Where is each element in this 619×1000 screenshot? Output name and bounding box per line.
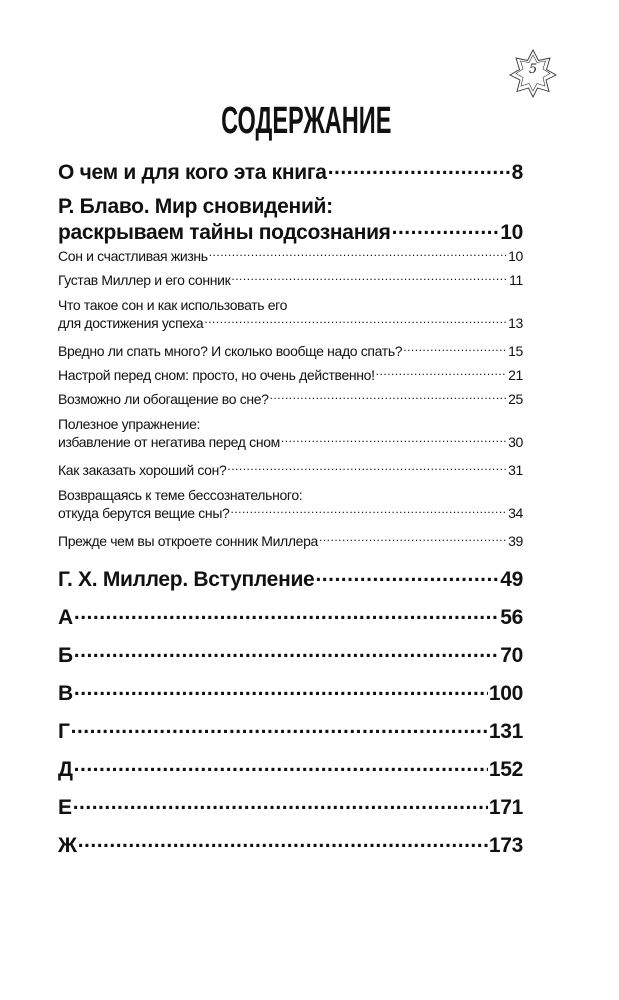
dot-leader (392, 218, 500, 239)
dot-leader (74, 641, 499, 662)
toc-entry-page: 10 (500, 221, 523, 244)
toc-entry-title: Вредно ли спать много? И сколько вообще надо спать? (58, 343, 403, 359)
toc-entry-title: избавление от негатива перед сном (58, 434, 280, 450)
toc-entry-page: 15 (508, 343, 523, 359)
toc-entry-page: 21 (508, 367, 523, 383)
dot-leader (319, 532, 507, 546)
toc-entry-page: 34 (508, 505, 523, 521)
dot-leader (71, 717, 488, 738)
dot-leader (73, 793, 488, 814)
toc-entry-title: для достижения успеха (58, 315, 204, 331)
dot-leader (403, 342, 507, 356)
dot-leader (230, 504, 507, 518)
dot-leader (204, 314, 507, 328)
toc-entry[interactable] (58, 755, 523, 781)
toc-entry-title-line1: Полезное упражнение: (58, 416, 201, 432)
toc-entry[interactable] (58, 679, 523, 705)
toc-entry-title-line1: Р. Блаво. Мир сновидений: (58, 195, 333, 218)
dot-leader (328, 158, 511, 179)
page-number: 5 (528, 62, 538, 77)
toc-entry-title: Г. Х. Миллер. Вступление (58, 568, 315, 591)
toc-entry-page: 31 (508, 462, 523, 478)
toc-entry[interactable] (58, 461, 523, 479)
toc-entry-page: 70 (500, 644, 523, 667)
toc-entry-page: 13 (508, 315, 523, 331)
toc-entry[interactable] (58, 717, 523, 743)
dot-leader (376, 366, 507, 380)
toc-entry-page: 100 (488, 682, 523, 705)
toc-entry-title: Г (58, 720, 70, 743)
toc-entry-page: 49 (500, 568, 523, 591)
dot-leader (74, 603, 499, 624)
toc-entry-title: Густав Миллер и его сонник (58, 272, 231, 288)
toc-entry[interactable] (58, 641, 523, 667)
toc-entry-title: Как заказать хороший сон? (58, 462, 227, 478)
toc-entry-title-line1: Что такое сон и как использовать его (58, 297, 288, 313)
toc-entry-page: 11 (509, 272, 523, 288)
toc-entry[interactable] (58, 366, 523, 384)
toc-entry-page: 131 (488, 720, 523, 743)
dot-leader (315, 565, 499, 586)
toc-entry-title: Ж (58, 834, 77, 857)
toc-entry[interactable] (58, 342, 523, 360)
toc-entry-page: 8 (511, 161, 523, 184)
toc-entry-page: 25 (508, 391, 523, 407)
toc-entry[interactable] (58, 390, 523, 408)
toc-entry-title-line1: Возвращаясь к теме бессознательного: (58, 487, 303, 503)
toc-entry-title: Прежде чем вы откроете сонник Миллера (58, 533, 318, 549)
toc-entry-title: А (58, 606, 73, 629)
toc-entry-title: раскрываем тайны подсознания (58, 221, 391, 244)
toc-entry-page: 39 (508, 533, 523, 549)
toc-entry[interactable] (58, 415, 523, 451)
toc-entry-page: 171 (488, 796, 523, 819)
dot-leader (231, 271, 508, 285)
page-number-badge (508, 48, 558, 98)
toc-entry-title: Сон и счастливая жизнь (58, 248, 208, 264)
dot-leader (74, 755, 488, 776)
toc-entry-title: Возможно ли обогащение во сне? (58, 391, 269, 407)
toc-entry-title: Настрой перед сном: просто, но очень действенно! (58, 367, 375, 383)
toc-entry[interactable] (58, 158, 523, 184)
toc-entry-title: Д (58, 758, 73, 781)
page-title: СОДЕРЖАНИЕ (221, 100, 392, 142)
dot-leader (270, 390, 508, 404)
toc-entry[interactable] (58, 271, 523, 289)
toc-entry[interactable] (58, 532, 523, 550)
dot-leader (227, 461, 507, 475)
toc-entry-title: откуда берутся вещие сны? (58, 505, 230, 521)
toc-entry-title: О чем и для кого эта книга (58, 161, 327, 184)
dot-leader (74, 679, 488, 700)
dot-leader (78, 831, 488, 852)
toc-entry-page: 173 (488, 834, 523, 857)
toc-entry-title: В (58, 682, 73, 705)
toc-entry-title: Е (58, 796, 72, 819)
toc-entry-page: 56 (500, 606, 523, 629)
toc-entry-title: Б (58, 644, 73, 667)
toc-entry[interactable] (58, 793, 523, 819)
toc-entry-page: 152 (488, 758, 523, 781)
toc-entry[interactable] (58, 296, 523, 332)
toc-entry[interactable] (58, 195, 523, 244)
dot-leader (281, 433, 507, 447)
toc-entry-page: 10 (508, 248, 523, 264)
toc-entry-page: 30 (508, 434, 523, 450)
toc-entry[interactable] (58, 486, 523, 522)
toc-entry[interactable] (58, 565, 523, 591)
toc-entry[interactable] (58, 831, 523, 857)
toc-entry[interactable] (58, 247, 523, 265)
dot-leader (209, 247, 507, 261)
toc-entry[interactable] (58, 603, 523, 629)
